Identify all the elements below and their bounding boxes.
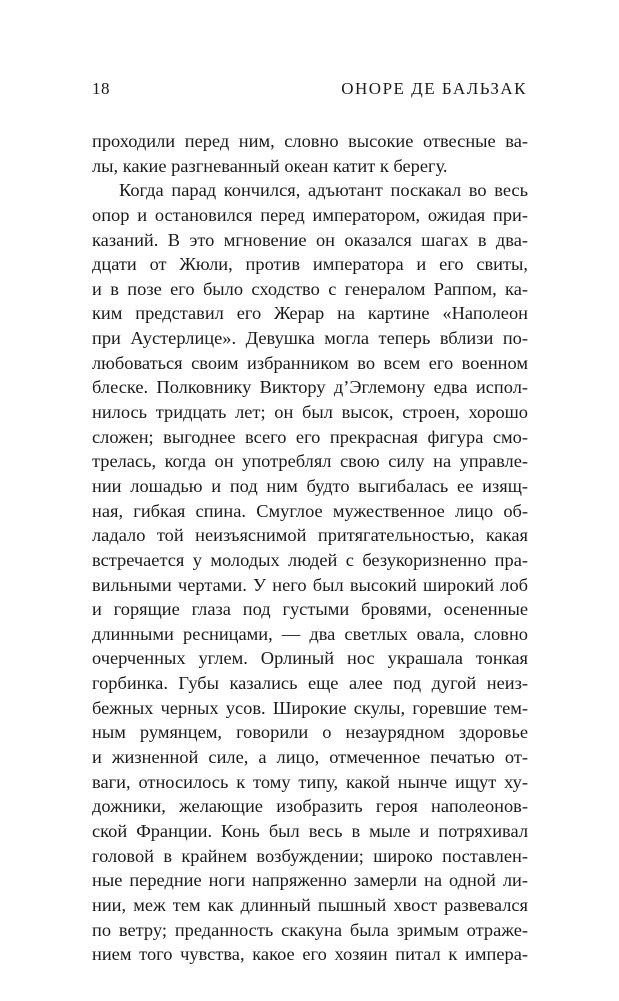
text-line: дожники, желающие изобразить героя наполеонов- [92,796,528,817]
text-line: ные передние ноги напряженно замерли на одной ли- [92,870,528,891]
text-line: и в позе его было сходство с генералом Раппом, ка- [92,278,528,299]
text-line: лы, какие разгневанный океан катит к берегу. [92,155,448,176]
text-line: встречается у молодых людей с безукоризненно пра- [92,549,528,570]
text-line: ваги, относилось к тому типу, какой нынче ищут ху- [92,771,528,792]
text-line: горбинка. Губы казались еще алее под дугой неиз- [92,673,528,694]
text-line: блеске. Полковнику Виктору д’Эглемону едва испол- [92,377,528,398]
text-line: ная, гибкая спина. Смуглое мужественное лицо об- [92,500,528,521]
text-line: при Аустерлице». Девушка могла теперь вблизи по- [92,328,528,349]
text-line: очерченных углем. Орлиный нос украшала тонкая [92,648,528,669]
text-line: ким представил его Жерар на картине «Наполеон [92,303,528,324]
text-line: сложен; выгоднее всего его прекрасная фигура смо- [92,426,528,447]
running-title: ОНОРЕ ДЕ БАЛЬЗАК [341,79,527,98]
text-line: проходили перед ним, словно высокие отвесные ва- [92,131,528,151]
text-line: нии, меж тем как длинный пышный хвост развевался [92,894,528,915]
text-line: ным румянцем, говорили о незаурядном здоровье [92,722,528,743]
text-line: казаний. В это мгновение он оказался шагах в два- [92,229,528,250]
text-line: вильными чертами. У него был высокий широкий лоб [92,574,528,595]
text-line: трелась, когда он употреблял свою силу на управле- [92,451,528,472]
text-line: любоваться своим избранником во всем его военном [92,352,528,373]
text-line: бежных черных усов. Широкие скулы, горевшие тем- [92,697,528,718]
text-line: головой в крайнем возбуждении; широко поставлен- [92,845,528,866]
text-line: Когда парад кончился, адъютант поскакал во весь [119,180,528,201]
text-line: длинными ресницами, — два светлых овала, словно [92,623,528,644]
text-line: нии лошадью и под ним будто выгибалась ее изящ- [92,475,528,496]
body-text [92,129,528,967]
text-line: нилось тридцать лет; он был высок, строен, хорошо [92,402,528,423]
text-line: ладало той неизъяснимой притягательностью, какая [92,525,528,546]
text-line: нием того чувства, какое его хозяин питал к импера- [92,944,528,965]
text-line: ской Франции. Конь был весь в мыле и потряхивал [92,820,528,841]
text-line: и горящие глаза под густыми бровями, осененные [92,599,528,620]
page-number: 18 [92,79,110,98]
text-line: и жизненной силе, а лицо, отмеченное печатью от- [92,747,528,768]
text-line: дцати от Жюли, против императора и его свиты, [92,254,528,275]
text-line: по ветру; преданность скакуна была зримым отраже- [92,919,528,940]
text-line: опор и остановился перед императором, ожидая при- [92,204,528,225]
page-header [92,74,527,104]
